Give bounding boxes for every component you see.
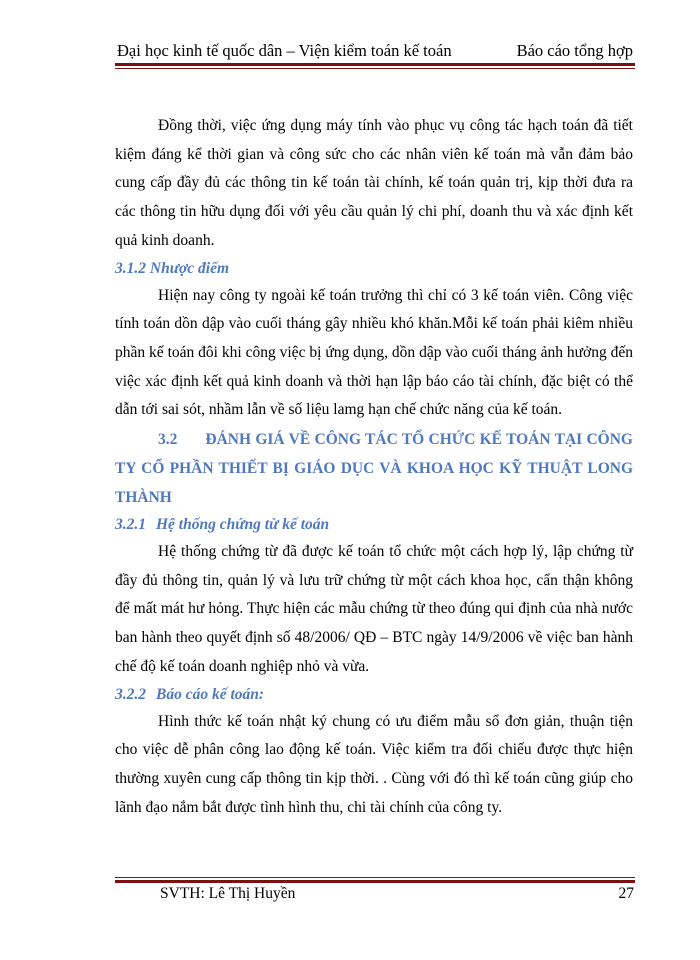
heading-3-2-2-accounting-report: [115, 682, 633, 708]
header-institution: Đại học kinh tế quốc dân – Viện kiểm toán kế toán: [117, 41, 452, 60]
page-number: 27: [618, 885, 634, 902]
paragraph-voucher-system: Hệ thống chứng từ đã được kế toán tổ chức một cách hợp lý, lập chứng từ đầy đủ thông tin, quản lý và lưu trữ chứng từ một cách khoa học, cẩn thận không để mất mát hư hỏng. Thực hiện các mẫu chứng từ theo đúng qui định của nhà nước ban hành theo quyết định số 48/2006/ QĐ – BTC ngày 14/9/2006 về việc ban hành chế độ kế toán doanh nghiệp nhỏ và vừa.: [115, 543, 633, 675]
heading-number: 3.2.2: [115, 685, 146, 703]
heading-3-2-evaluation: [115, 425, 633, 512]
header-rule: [115, 63, 635, 69]
footer-author: SVTH: Lê Thị Huyền: [160, 885, 296, 902]
heading-text: Báo cáo kế toán:: [156, 685, 265, 703]
heading-3-2-1-voucher-system: [115, 512, 633, 538]
header-report-title: Báo cáo tổng hợp: [516, 41, 633, 60]
footer-rule: [115, 877, 635, 883]
heading-number: 3.2.1: [115, 516, 146, 534]
heading-text: ĐÁNH GIÁ VỀ CÔNG TÁC TỔ CHỨC KẾ TOÁN TẠI CÔNG TY CỔ PHẦN THIẾT BỊ GIÁO DỤC VÀ KHOA HỌC KỸ THUẬT LONG THÀNH: [115, 431, 633, 507]
heading-text: Hệ thống chứng từ kế toán: [156, 516, 330, 534]
heading-number: 3.2: [158, 431, 178, 449]
document-body: [115, 112, 633, 822]
paragraph-accounting-report: Hình thức kế toán nhật ký chung có ưu điểm mẫu sổ đơn giản, thuận tiện cho việc dễ phân công lao động kế toán. Việc kiểm tra đối chiếu được thực hiện thường xuyên cung cấp thông tin kịp thời. . Cùng với đó thì kế toán cũng giúp cho lãnh đạo nắm bắt được tình hình thu, chi tài chính của công ty.: [115, 712, 633, 816]
heading-3-1-2-disadvantages: 3.1.2 Nhược điểm: [115, 259, 230, 277]
paragraph-advantages-continued: Đồng thời, việc ứng dụng máy tính vào phục vụ công tác hạch toán đã tiết kiệm đáng kể thời gian và công sức cho các nhân viên kế toán mà vẫn đảm bảo cung cấp đầy đủ các thông tin kế toán tài chính, kế toán quản trị, kịp thời đưa ra các thông tin hữu dụng đối với yêu cầu quản lý chi phí, doanh thu và xác định kết quả kinh doanh.: [115, 117, 633, 249]
paragraph-disadvantages: Hiện nay công ty ngoài kế toán trưởng thì chỉ có 3 kế toán viên. Công việc tính toán dồn dập vào cuối tháng gây nhiều khó khăn.Mỗi kế toán phải kiêm nhiều phần kế toán đôi khi công việc bị ứng dụng, dồn dập vào cuối tháng ảnh hưởng đến việc xác định kết quả kinh doanh và thời hạn lập báo cáo tài chính, đặc biệt có thể dẫn tới sai sót, nhầm lẫn về số liệu lamg hạn chế chức năng của kế toán.: [115, 286, 633, 419]
